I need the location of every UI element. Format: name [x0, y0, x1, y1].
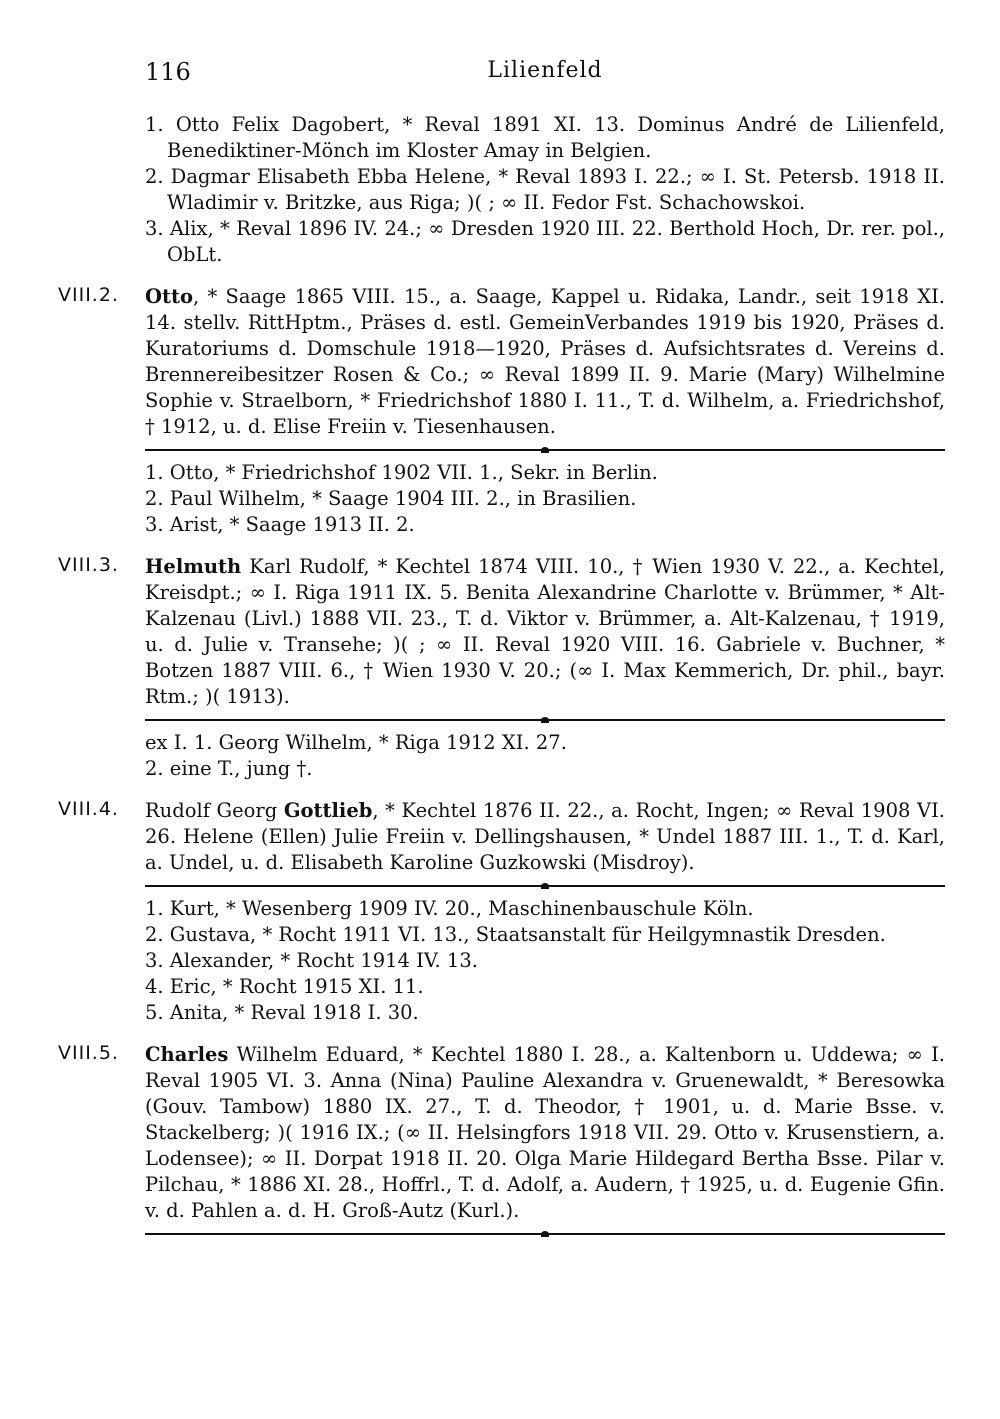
list-item: 3. Alexander, * Rocht 1914 IV. 13. — [145, 949, 478, 972]
list-item: 3. Alix, * Reval 1896 IV. 24.; ∞ Dresden 1920 III. 22. Berthold Hoch, Dr. rer. pol., ObLt. — [145, 217, 945, 266]
entry-name: Helmuth — [145, 555, 242, 578]
children-list — [145, 460, 945, 538]
entry-details: , * Saage 1865 VIII. 15., a. Saage, Kappel u. Ridaka, Landr., seit 1918 XI. 14. stellv. RittHptm., Präses d. estl. GemeinVerbandes 1919 bis 1920, Präses d. Kuratoriums d. Domschule 1918—1920, Präses d. Aufsichtsrates d. Vereins d. Brennereibesitzer Rosen & Co.; ∞ Reval 1899 II. 9. Marie (Mary) Wilhelmine Sophie v. Straelborn, * Friedrichshof 1880 I. 11., T. d. Wilhelm, a. Friedrichshof, † 1912, u. d. Elise Freiin v. Tiesenhausen. — [145, 285, 945, 438]
entry-name: Charles — [145, 1043, 229, 1066]
entry-number: VIII.5. — [58, 1042, 119, 1064]
entry-details: Wilhelm Eduard, * Kechtel 1880 I. 28., a. Kaltenborn u. Uddewa; ∞ I. Reval 1905 VI. 3. Anna (Nina) Pauline Alexandra v. Gruenewaldt, * Beresowka (Gouv. Tambow) 1880 IX. 27., T. d. Theodor, † 1901, u. d. Marie Bsse. v. Stackelberg; )( 1916 IX.; (∞ II. Helsingfors 1918 VII. 29. Otto v. Krusenstiern, a. Lodensee); ∞ II. Dorpat 1918 II. 20. Olga Marie Hildegard Bertha Bsse. Pilar v. Pilchau, * 1886 XI. 28., Hoffrl., T. d. Adolf, a. Audern, † 1925, u. d. Eugenie Gfin. v. d. Pahlen a. d. H. Groß-Autz (Kurl.). — [145, 1043, 945, 1222]
entry-number: VIII.4. — [58, 798, 119, 820]
entry-number: VIII.3. — [58, 554, 119, 576]
list-item: 2. Dagmar Elisabeth Ebba Helene, * Reval 1893 I. 22.; ∞ I. St. Petersb. 1918 II. Wladimir v. Britzke, aus Riga; )( ; ∞ II. Fedor Fst. Schachowskoi. — [145, 165, 945, 214]
list-item: 3. Arist, * Saage 1913 II. 2. — [145, 513, 415, 536]
section-divider — [145, 446, 945, 454]
list-item: 2. Paul Wilhelm, * Saage 1904 III. 2., in Brasilien. — [145, 487, 637, 510]
list-item: 2. eine T., jung †. — [145, 757, 313, 780]
running-title: Lilienfeld — [487, 58, 603, 83]
list-item: 4. Eric, * Rocht 1915 XI. 11. — [145, 975, 424, 998]
list-item: 1. Otto Felix Dagobert, * Reval 1891 XI. 13. Dominus André de Lilienfeld, Benediktiner-Mönch im Kloster Amay in Belgien. — [145, 113, 945, 162]
list-item: 1. Kurt, * Wesenberg 1909 IV. 20., Maschinenbauschule Köln. — [145, 897, 754, 920]
entry-name: Gottlieb — [283, 799, 373, 822]
genealogy-entry — [0, 284, 1000, 440]
section-divider — [145, 716, 945, 724]
entry-name-prefix: Rudolf Georg — [145, 799, 284, 822]
entry-text — [145, 1042, 945, 1224]
genealogy-entry — [0, 554, 1000, 710]
section-divider — [145, 1230, 945, 1238]
list-item: 2. Gustava, * Rocht 1911 VI. 13., Staatsanstalt für Heilgymnastik Dresden. — [145, 923, 886, 946]
page-header — [145, 58, 945, 92]
genealogy-entry — [0, 1042, 1000, 1224]
section-divider — [145, 882, 945, 890]
entry-details: , * Kechtel 1876 II. 22., a. Rocht, Ingen; ∞ Reval 1908 VI. 26. Helene (Ellen) Julie Freiin v. Dellingshausen, * Undel 1887 III. 1., T. d. Karl, a. Undel, u. d. Elisabeth Karoline Guzkowski (Misdroy). — [145, 799, 945, 874]
children-list — [145, 896, 945, 1026]
entry-text — [145, 554, 945, 710]
genealogy-entry — [0, 798, 1000, 876]
children-list — [145, 730, 945, 782]
list-item: 1. Otto, * Friedrichshof 1902 VII. 1., Sekr. in Berlin. — [145, 461, 658, 484]
intro-children-list — [145, 112, 945, 268]
page-content — [0, 112, 1000, 1244]
entry-details: Karl Rudolf, * Kechtel 1874 VIII. 10., † Wien 1930 V. 22., a. Kechtel, Kreisdpt.; ∞ I. Riga 1911 IX. 5. Benita Alexandrine Charlotte v. Brümmer, * Alt-Kalzenau (Livl.) 1888 VII. 23., T. d. Viktor v. Brümmer, a. Alt-Kalzenau, † 1919, u. d. Julie v. Transehe; )( ; ∞ II. Reval 1920 VIII. 16. Gabriele v. Buchner, * Botzen 1887 VIII. 6., † Wien 1930 V. 20.; (∞ I. Max Kemmerich, Dr. phil., bayr. Rtm.; )( 1913). — [145, 555, 945, 708]
page-number: 116 — [145, 58, 191, 86]
entry-number: VIII.2. — [58, 284, 119, 306]
list-item: ex I. 1. Georg Wilhelm, * Riga 1912 XI. 27. — [145, 731, 567, 754]
entry-name: Otto — [145, 285, 194, 308]
entry-text — [145, 284, 945, 440]
entry-text — [145, 798, 945, 876]
list-item: 5. Anita, * Reval 1918 I. 30. — [145, 1001, 419, 1024]
